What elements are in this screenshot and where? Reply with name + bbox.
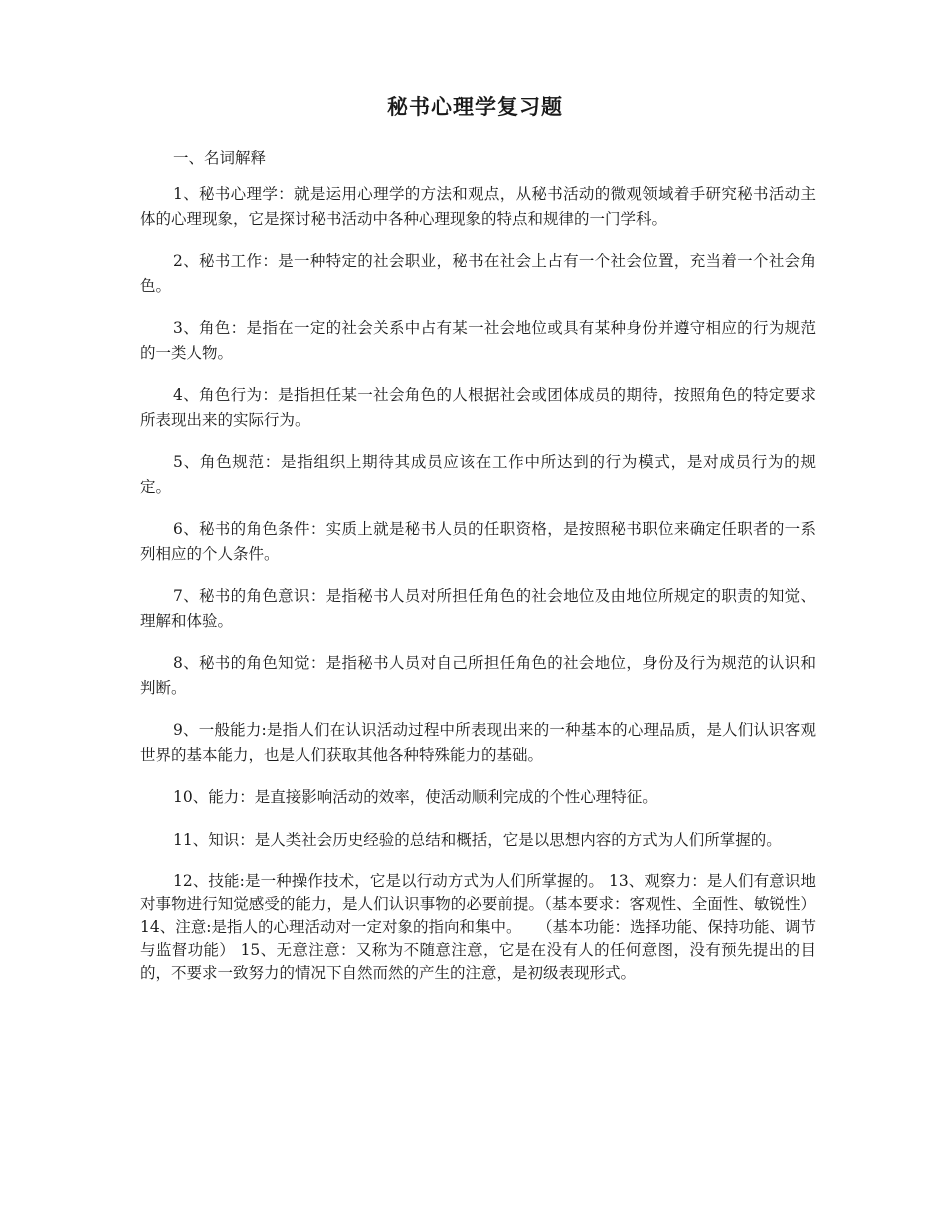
definition-paragraph-1: 1、秘书心理学：就是运用心理学的方法和观点，从秘书活动的微观领域着手研究秘书活动主体的心理现象，它是探讨秘书活动中各种心理现象的特点和规律的一门学科。 — [140, 185, 816, 228]
definition-paragraph-6: 6、秘书的角色条件：实质上就是秘书人员的任职资格，是按照秘书职位来确定任职者的一系列相应的个人条件。 — [140, 520, 816, 563]
definition-paragraph-10: 10、能力：是直接影响活动的效率，使活动顺利完成的个性心理特征。 — [173, 788, 658, 806]
definition-paragraph-4: 4、角色行为：是指担任某一社会角色的人根据社会或团体成员的期待，按照角色的特定要求所表现出来的实际行为。 — [140, 386, 816, 429]
definition-paragraph-3: 3、角色：是指在一定的社会关系中占有某一社会地位或具有某种身份并遵守相应的行为规范的一类人物。 — [140, 319, 816, 362]
definition-paragraph-11: 11、知识：是人类社会历史经验的总结和概括，它是以思想内容的方式为人们所掌握的。 — [173, 830, 782, 849]
definition-paragraph-7: 7、秘书的角色意识：是指秘书人员对所担任角色的社会地位及由地位所规定的职责的知觉、理解和体验。 — [140, 587, 816, 630]
document-body — [140, 146, 816, 985]
definition-paragraph-5: 5、角色规范：是指组织上期待其成员应该在工作中所达到的行为模式，是对成员行为的规定。 — [140, 453, 816, 496]
definition-paragraph-2: 2、秘书工作：是一种特定的社会职业，秘书在社会上占有一个社会位置，充当着一个社会角色。 — [140, 252, 816, 295]
section-heading: 一、名词解释 — [173, 149, 267, 167]
definition-paragraph-12-15: 12、技能:是一种操作技术，它是以行动方式为人们所掌握的。 13、观察力：是人们有意识地对事物进行知觉感受的能力，是人们认识事物的必要前提。（基本要求：客观性、全面性、敏锐性） 14、注意:是指人的心理活动对一定对象的指向和集中。 （基本功能：选择功能、保持功能、调节与监督功能） 15、无意注意：又称为不随意注意，它是在没有人的任何意图，没有预先提出的目的，不要求一致努力的情况下自然而然的产生的注意，是初级表现形式。 — [140, 872, 816, 982]
definition-paragraph-8: 8、秘书的角色知觉：是指秘书人员对自己所担任角色的社会地位，身份及行为规范的认识和判断。 — [140, 654, 816, 697]
document-title: 秘书心理学复习题 — [387, 94, 563, 119]
definition-paragraph-9: 9、一般能力:是指人们在认识活动过程中所表现出来的一种基本的心理品质，是人们认识客观世界的基本能力，也是人们获取其他各种特殊能力的基础。 — [140, 721, 816, 764]
